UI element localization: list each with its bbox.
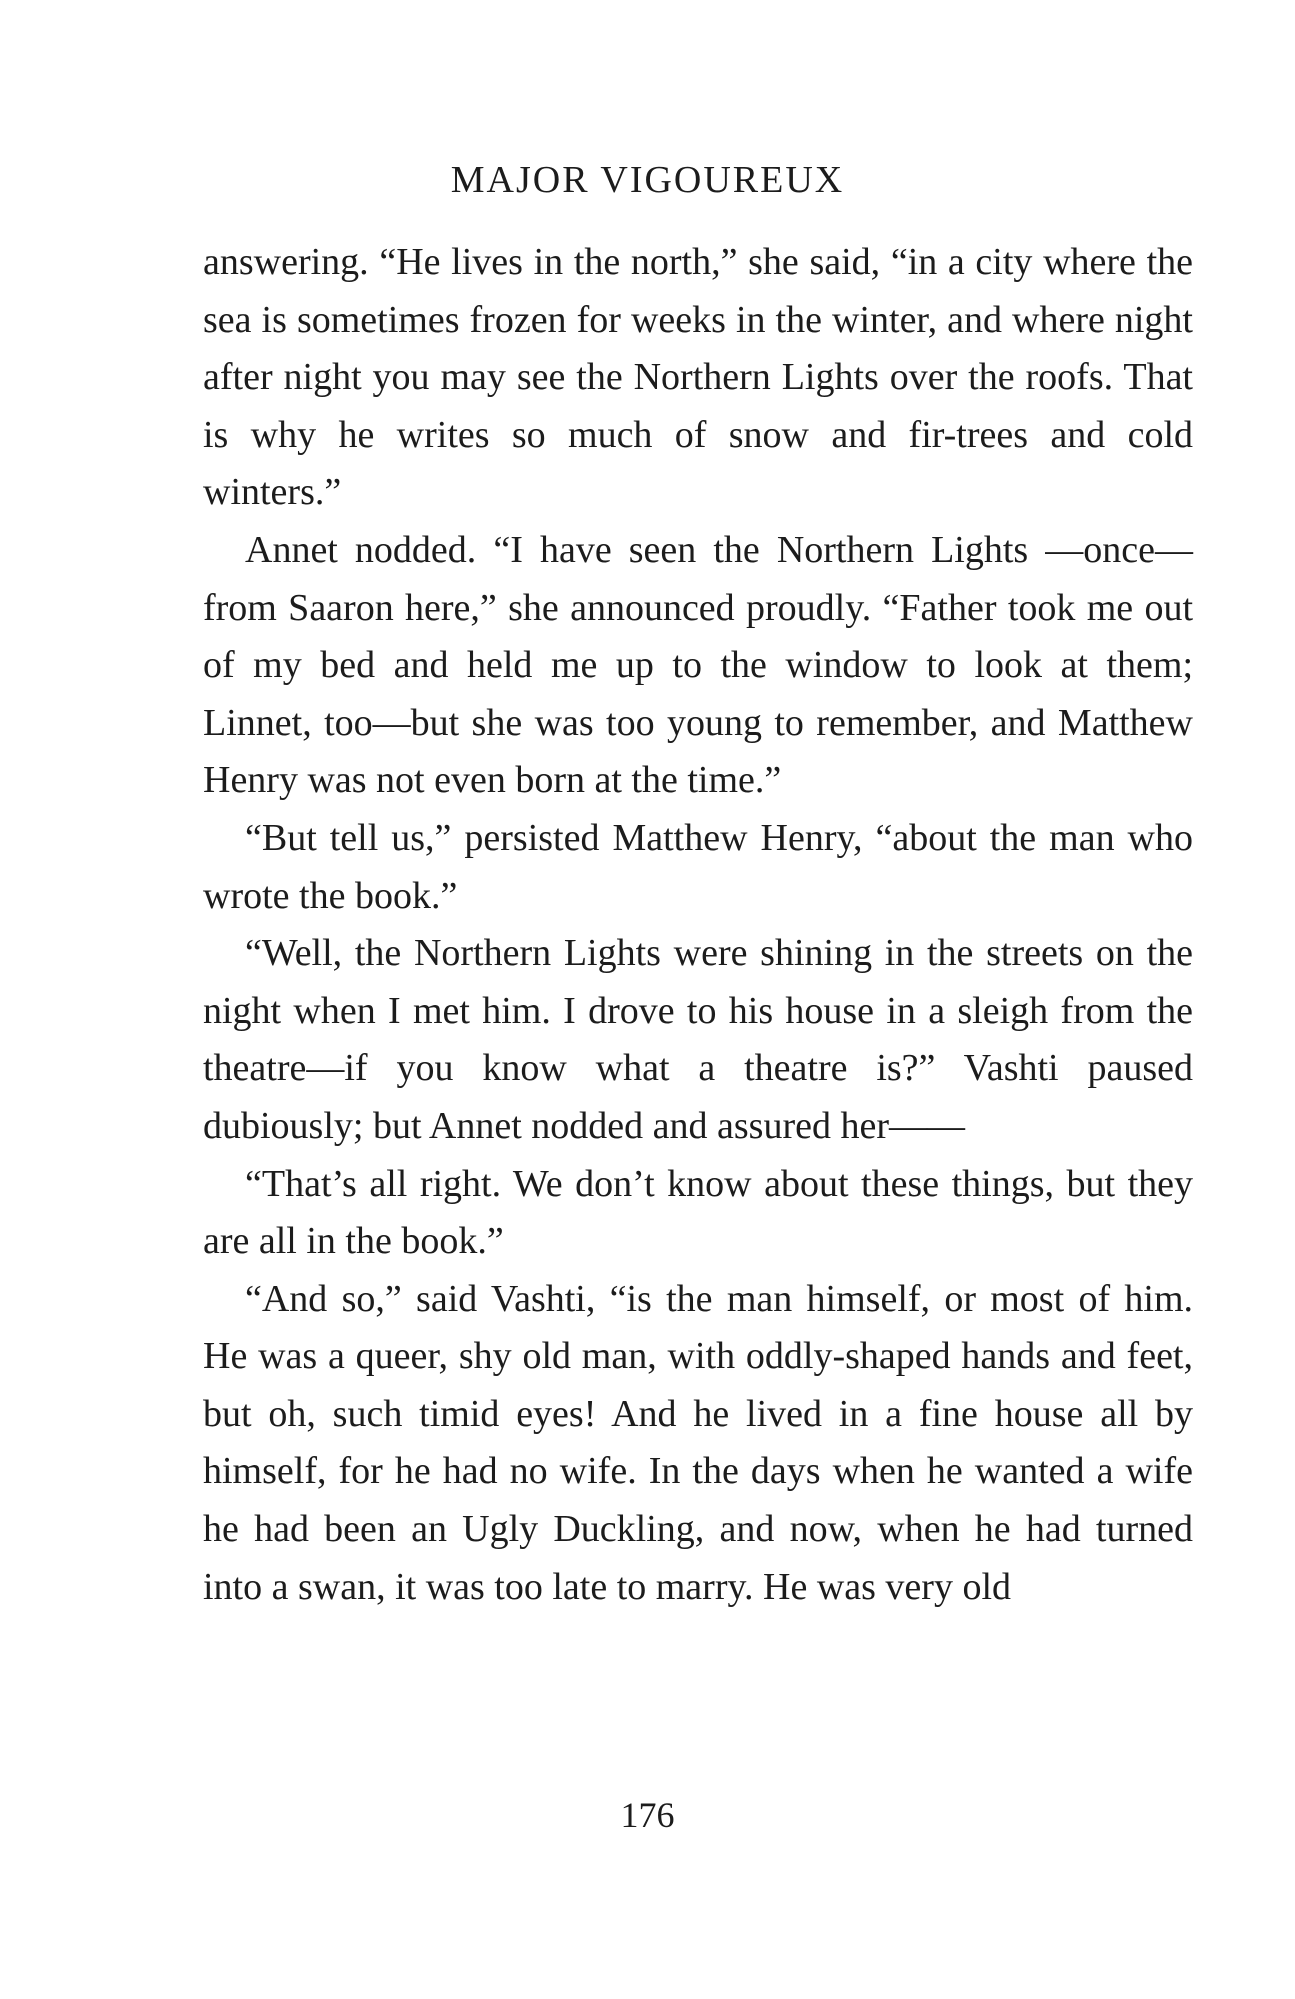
paragraph-6: “And so,” said Vashti, “is the man himself, or most of him. He was a queer, shy old man, with oddly-shaped hands and feet, but oh, such timid eyes! And he lived in a fine house all by himself, for he had no wife. In the days when he wanted a wife he had been an Ugly Duckling, and now, when he had turned into a swan, it was too late to marry. He was very old <box>203 1277 1193 1608</box>
paragraph-1: answering. “He lives in the north,” she said, “in a city where the sea is sometimes frozen for weeks in the winter, and where night after night you may see the Northern Lights over the roofs. That is why he writes so much of snow and fir-trees and cold winters.” <box>203 241 1193 514</box>
running-head: MAJOR VIGOUREUX <box>450 159 845 201</box>
paragraph-4: “Well, the Northern Lights were shining in the streets on the night when I met him. I drove to his house in a sleigh from the theatre—if you know what a theatre is?” Vashti paused dubiously; but Annet nodded and assured her—— <box>203 932 1193 1147</box>
paragraph-2: Annet nodded. “I have seen the Northern Lights —once—from Saaron here,” she announced proudly. “Father took me out of my bed and held me up to the window to look at them; Linnet, too—but she was too young to remember, and Matthew Henry was not even born at the time.” <box>203 528 1193 802</box>
page-number: 176 <box>620 1795 675 1835</box>
paragraph-5: “That’s all right. We don’t know about these things, but they are all in the book.” <box>203 1162 1193 1263</box>
body-text <box>203 234 1193 1616</box>
paragraph-3: “But tell us,” persisted Matthew Henry, “about the man who wrote the book.” <box>203 816 1193 917</box>
